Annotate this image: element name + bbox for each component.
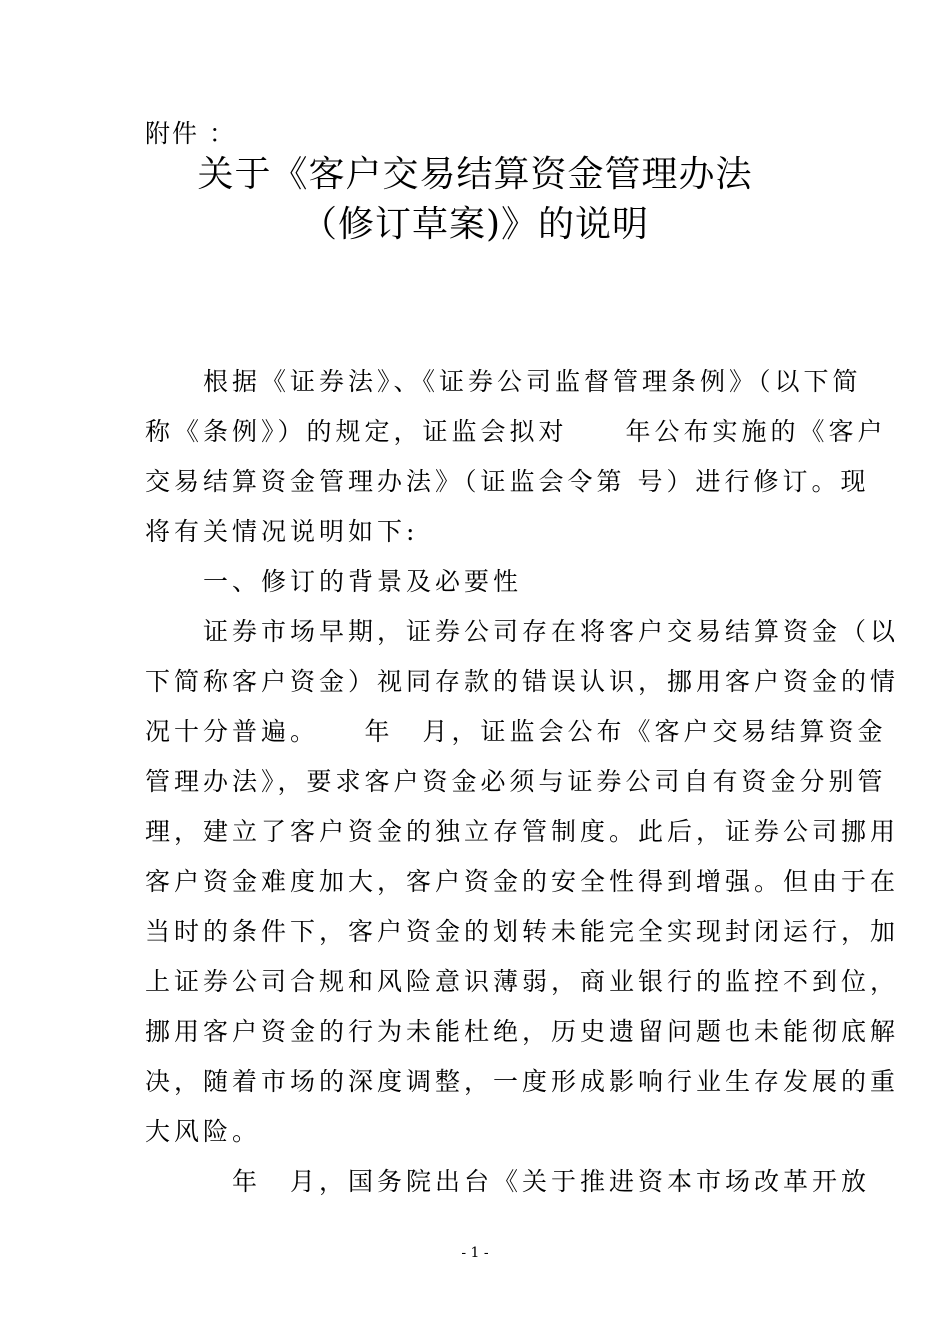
body-line: 交易结算资金管理办法》（证监会令第 号）进行修订。现 — [145, 467, 870, 496]
body-line: 称《条例》）的规定，证监会拟对 年公布实施的《客户 — [145, 417, 887, 446]
body-line: 客户资金难度加大，客户资金的安全性得到增强。但由于在 — [145, 867, 900, 896]
body-line: 将有关情况说明如下: — [145, 517, 419, 546]
body-line: 理，建立了客户资金的独立存管制度。此后，证券公司挪用 — [145, 817, 900, 846]
body-line: 管理办法》，要求客户资金必须与证券公司自有资金分别管 — [145, 767, 887, 796]
body-line: 决，随着市场的深度调整，一度形成影响行业生存发展的重 — [145, 1067, 900, 1096]
body-line: 上证券公司合规和风险意识薄弱，商业银行的监控不到位， — [145, 967, 900, 996]
document-title-line-2: （修订草案)》的说明 — [300, 204, 650, 245]
attachment-label: 附件 ： — [145, 119, 236, 148]
body-line: 年 月，国务院出台《关于推进资本市场改革开放 — [145, 1167, 871, 1196]
body-line: 下简称客户资金）视同存款的错误认识，挪用客户资金的情 — [145, 667, 900, 696]
body-line: 根据《证券法》、《证券公司监督管理条例》（以下简 — [145, 367, 862, 396]
body-line: 证券市场早期，证券公司存在将客户交易结算资金（以 — [145, 617, 900, 646]
body-line: 当时的条件下，客户资金的划转未能完全实现封闭运行，加 — [145, 917, 900, 946]
document-title-line-1: 关于《客户交易结算资金管理办法 — [197, 154, 753, 195]
page-number: - 1 - — [461, 1245, 489, 1261]
body-line: 况十分普遍。 年 月，证监会公布《客户交易结算资金 — [145, 717, 887, 746]
body-line: 挪用客户资金的行为未能杜绝，历史遗留问题也未能彻底解 — [145, 1017, 900, 1046]
body-line: 大风险。 — [145, 1117, 262, 1146]
section-heading: 一、修订的背景及必要性 — [145, 567, 523, 596]
